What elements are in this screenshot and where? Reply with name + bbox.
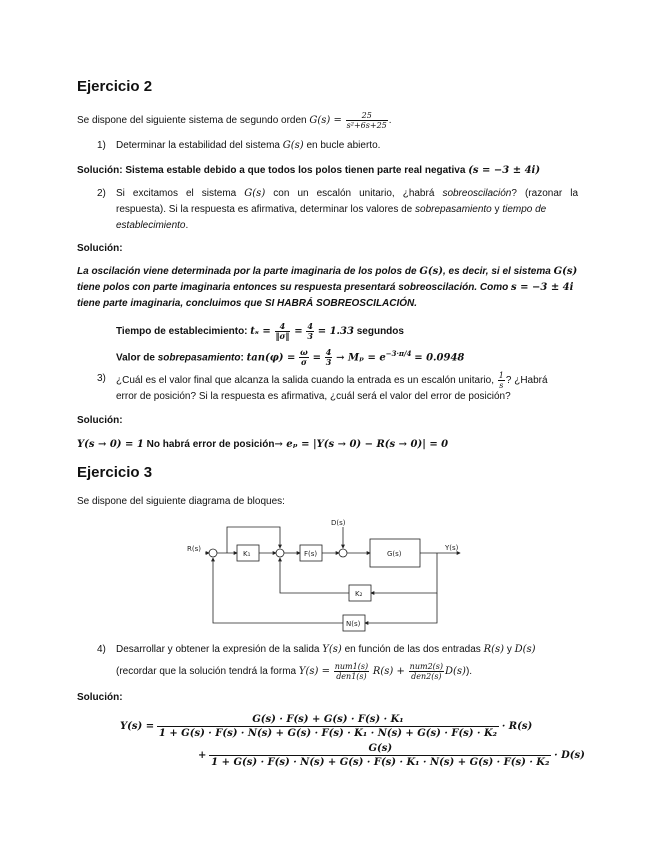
solution-4-eq-2: + G(s) 1 + G(s) · F(s) · N(s) + G(s) · F(s) · K₁ · N(s) + G(s) · F(s) · K₂ · D(s) [198, 743, 585, 768]
solution-4-label: Solución: [77, 692, 123, 703]
question-1-number: 1) [97, 140, 106, 151]
question-3-line-2: error de posición? Si la respuesta es afirmativa, ¿cuál será el valor del error de posición? [116, 391, 511, 402]
question-2-line-1: Si excitamos el sistema G(s) con un escalón unitario, ¿habrá sobreoscilación? (razonar la [116, 188, 579, 199]
ds-label: D(s) [331, 519, 346, 527]
question-3-number: 3) [97, 373, 106, 384]
overshoot-line: Valor de sobrepasamiento: tan(φ) = $\frac{\omega}{\sigma}$ = $\frac{4}{3}$ → $M_p = e^{-3\cdot\pi/4} = 0.0948$ [116, 347, 465, 368]
question-4-number: 4) [97, 644, 106, 655]
k2-label: K₂ [355, 590, 363, 598]
settling-time-line: Tiempo de establecimiento: tₛ = $\frac{4}{‖\sigma‖}$ = $\frac{4}{3}$ = 1.33 segundos [116, 321, 404, 341]
exercise-2-title: Ejercicio 2 [77, 78, 153, 95]
gs-fraction: $\frac{25}{\text{s²+6s+25}}$ [346, 111, 387, 130]
summing-junction-1 [209, 549, 217, 557]
solution-2-label: Solución: [77, 243, 123, 254]
question-2-line-3: establecimiento. [116, 220, 189, 231]
exercise-3-title: Ejercicio 3 [77, 464, 153, 481]
ns-label: N(s) [346, 620, 361, 628]
solution-3-line: Y(s → 0) = 1 No habrá error de posición→ eₚ = |Y(s → 0) − R(s → 0)| = 0 [77, 439, 449, 450]
question-3-line-1: ¿Cuál es el valor final que alcanza la salida cuando la entrada es un escalón unitario, $\frac{1}{s}$ ? ¿Habrá [116, 371, 548, 390]
solution-1: Solución: Sistema estable debido a que todos los polos tienen parte real negativa (s = −3 ± 4i) [77, 165, 541, 176]
solution-2-line-1: La oscilación viene determinada por la parte imaginaria de los polos de G(s), es decir, si el sistema G(s) [77, 266, 578, 277]
gs-formula-lhs: G(s) = [309, 115, 342, 127]
summing-junction-3 [339, 549, 347, 557]
exercise-2-intro: Se dispone del siguiente sistema de segundo orden G(s) = $\frac{25}{\text{s²+6s+25}}$ . [77, 111, 392, 130]
solution-2-line-3: tiene parte imaginaria, concluimos que SI HABRÁ SOBREOSCILACIÓN. [77, 298, 418, 309]
solution-3-label: Solución: [77, 415, 123, 426]
k1-label: K₁ [243, 550, 251, 558]
question-2-number: 2) [97, 188, 106, 199]
solution-4-eq-1: Y(s) = G(s) · F(s) + G(s) · F(s) · K₁ 1 + G(s) · F(s) · N(s) + G(s) · F(s) · K₁ · N(s) + G(s) · F(s) · K₂ · R(s) [120, 714, 533, 739]
question-2-line-2: respuesta). Si la respuesta es afirmativa, determinar los valores de sobrepasamiento y tiempo de [116, 204, 547, 215]
block-diagram [185, 515, 470, 635]
gs-label: G(s) [387, 550, 402, 558]
question-4-line-2: (recordar que la solución tendrá la forma Y(s) = $\frac{\text{num1(s)}}{\text{den1(s)}}$ R(s) + $\frac{\text{num2(s)}}{\text{den2(s)}}$ D(s)). [116, 662, 473, 681]
exercise-3-intro: Se dispone del siguiente diagrama de bloques: [77, 496, 285, 507]
ys-label: Y(s) [445, 544, 459, 552]
question-1-text: Determinar la estabilidad del sistema G(s) en bucle abierto. [116, 140, 381, 151]
fs-label: F(s) [304, 550, 318, 558]
question-4-line-1: Desarrollar y obtener la expresión de la salida Y(s) en función de las dos entradas R(s) y D(s) [116, 644, 536, 655]
intro-text: Se dispone del siguiente sistema de segundo orden [77, 115, 307, 127]
summing-junction-2 [276, 549, 284, 557]
rs-label: R(s) [187, 545, 201, 553]
solution-2-line-2: tiene polos con parte imaginaria entonces su respuesta presentará sobreoscilación. Como s = −3 ± 4i [77, 282, 574, 293]
